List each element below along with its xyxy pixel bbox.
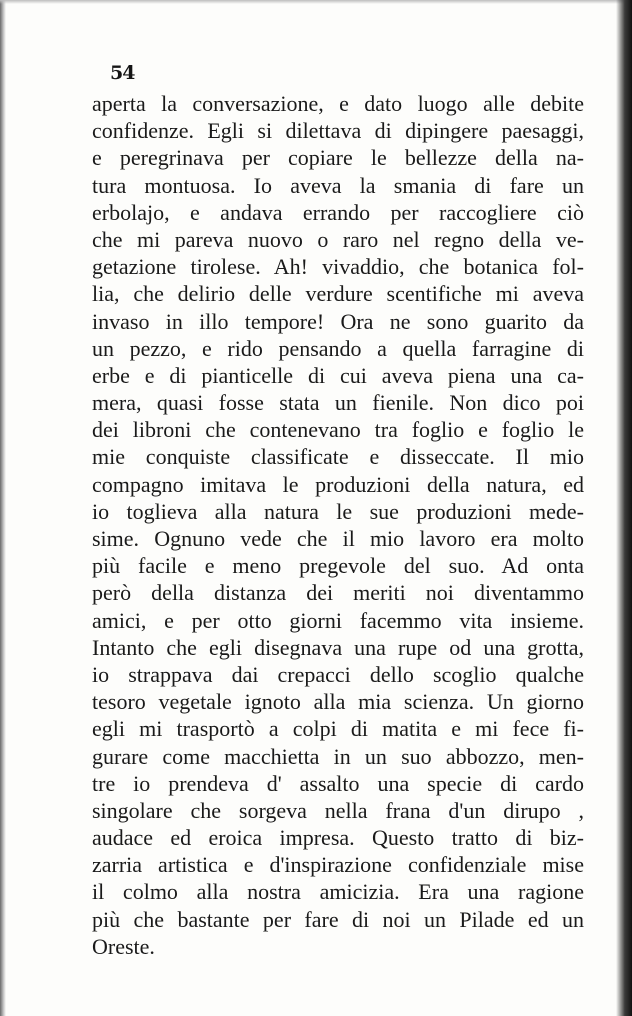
text-line: sime. Ognuno vede che il mio lavoro era molto (92, 526, 584, 551)
text-line: zarria artistica e d'inspirazione confidenziale mise (92, 852, 584, 878)
text-line: un pezzo, e rido pensando a quella farragine di (92, 335, 584, 361)
text-line: egli mi trasportò a colpi di matita e mi fece fi- (92, 716, 584, 742)
text-line: invaso in illo tempore! Ora ne sono guarito da (92, 308, 584, 334)
text-line: che mi pareva nuovo o raro nel regno della ve- (92, 226, 584, 252)
text-line: audace ed eroica impresa. Questo tratto di biz- (92, 825, 584, 851)
text-line: compagno imitava le produzioni della natura, ed (92, 471, 584, 497)
text-line: mie conquiste classificate e disseccate. Il mio (92, 444, 584, 470)
text-line: Oreste. (92, 933, 155, 959)
text-line: e peregrinava per copiare le bellezze della na- (92, 145, 584, 171)
text-line: amici, e per otto giorni facemmo vita insieme. (92, 607, 584, 633)
text-line: erbe e di pianticelle di cui aveva piena una ca- (92, 362, 584, 388)
page-left-edge-shadow (0, 0, 6, 1016)
text-line: tura montuosa. Io aveva la smania di fare un (92, 172, 584, 198)
text-line: però della distanza dei meriti noi diventammo (92, 580, 584, 606)
text-line: getazione tirolese. Ah! vivaddio, che botanica fol- (92, 254, 584, 280)
text-line: più che bastante per fare di noi un Pilade ed un (92, 906, 584, 932)
text-line: Intanto che egli disegnava una rupe od una grotta, (92, 634, 584, 660)
text-line: tre io prendeva d' assalto una specie di cardo (92, 770, 584, 796)
text-line: lia, che delirio delle verdure scentifiche mi aveva (92, 281, 584, 307)
text-line: erbolajo, e andava errando per raccogliere ciò (92, 199, 584, 225)
text-line: il colmo alla nostra amicizia. Era una ragione (92, 879, 584, 905)
text-line: io strappava dai crepacci dello scoglio qualche (92, 661, 584, 687)
text-line: singolare che sorgeva nella frana d'un dirupo , (92, 797, 584, 823)
text-line: aperta la conversazione, e dato luogo alle debite (92, 91, 584, 116)
page-number: 54 (110, 62, 135, 84)
text-line: tesoro vegetale ignoto alla mia scienza. Un giorno (92, 689, 584, 715)
text-line: gurare come macchietta in un suo abbozzo, men- (92, 743, 584, 769)
page-top-edge-shadow (0, 0, 632, 4)
text-line: più facile e meno pregevole del suo. Ad onta (92, 553, 584, 579)
text-line: mera, quasi fosse stata un fienile. Non dico poi (92, 390, 584, 416)
page-right-edge-binding (616, 0, 632, 1016)
text-line: io toglieva alla natura le sue produzioni mede- (92, 498, 584, 524)
text-line: confidenze. Egli si dilettava di dipingere paesaggi, (92, 118, 584, 144)
body-text (92, 90, 584, 960)
text-line: dei libroni che contenevano tra foglio e foglio le (92, 417, 584, 443)
